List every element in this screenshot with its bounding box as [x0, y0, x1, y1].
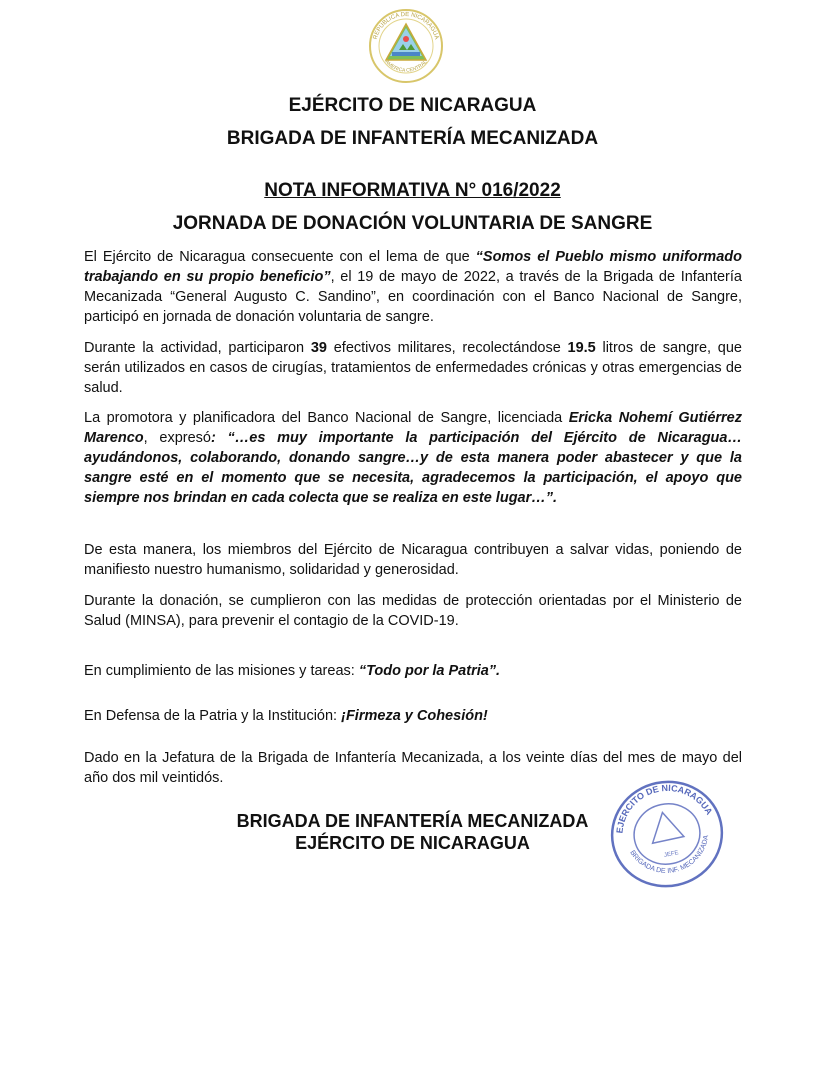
header-line-2: BRIGADA DE INFANTERÍA MECANIZADA [226, 128, 599, 149]
stamp-bottom-text: BRIGADA DE INF. MECANIZADA [628, 834, 711, 876]
note-subject-title: JORNADA DE DONACIÓN VOLUNTARIA DE SANGRE [172, 213, 653, 234]
note-number-title: NOTA INFORMATIVA N° 016/2022 [264, 180, 561, 201]
paragraph-activity: Durante la actividad, participaron 39 efectivos militares, recolectándose 19.5 litros de sangre, que serán utilizados en casos de cirugías, tratamientos de enfermedades crónicas y otras emergencias de salud. [84, 340, 742, 396]
paragraph-intro: El Ejército de Nicaragua consecuente con el lema de que “Somos el Pueblo mismo uniformado trabajando en su propio beneficio”, el 19 de mayo de 2022, a través de la Brigada de Infantería Mecanizada “General Augusto C. Sandino”, en coordinación con el Banco Nacional de Sangre, participó en jornada de donación voluntaria de sangre. [84, 249, 742, 325]
svg-text:AMERICA CENTRAL [384, 59, 429, 74]
defense-slogan: ¡Firmeza y Cohesión! [341, 708, 488, 724]
svg-text:BRIGADA DE INF. MECANIZADA [628, 833, 717, 883]
seal-top-text: REPUBLICA DE NICARAGUA [372, 11, 440, 41]
participants-count: 39 [310, 340, 327, 356]
speaker-quote: : “…es muy importante la participación del Ejército de Nicaragua…ayudándonos, colaborando, donando sangre…y de esta manera poder abastecer y que la sangre esté en el momento que se necesita, agradecemos la participación, el apoyo que siempre nos brindan en cada colecta que se realiza en este lugar…”. [84, 430, 742, 506]
paragraph-mission: En cumplimiento de las misiones y tareas: “Todo por la Patria”. [84, 663, 501, 679]
stamp-top-text: EJERCITO DE NICARAGUA [614, 782, 715, 834]
signature-line-2: EJÉRCITO DE NICARAGUA [295, 833, 530, 853]
official-stamp-icon [608, 778, 726, 890]
speaker-name: Ericka Nohemí Gutiérrez Marenco [84, 410, 742, 446]
motto-quote: “Somos el Pueblo mismo uniformado trabajando en su propio beneficio” [84, 249, 742, 285]
stamp-middle-text: JEFE [663, 850, 680, 860]
nicaragua-coat-of-arms-icon [366, 6, 446, 86]
liters-collected: 19.5 [567, 340, 596, 356]
seal-bottom-text: AMERICA CENTRAL [383, 59, 429, 74]
signature-line-1: BRIGADA DE INFANTERÍA MECANIZADA [236, 811, 589, 831]
paragraph-defense: En Defensa de la Patria y la Institución: ¡Firmeza y Cohesión! [84, 708, 488, 724]
mission-slogan: “Todo por la Patria”. [358, 663, 501, 679]
paragraph-closing: Dado en la Jefatura de la Brigada de Infantería Mecanizada, a los veinte días del mes de mayo del año dos mil veintidós. [84, 750, 742, 786]
header-line-1: EJÉRCITO DE NICARAGUA [288, 95, 537, 116]
paragraph-quote: La promotora y planificadora del Banco Nacional de Sangre, licenciada Ericka Nohemí Gutiérrez Marenco, expresó: “…es muy importante la participación del Ejército de Nicaragua…ayudándonos, colaborando, donando sangre…y de esta manera poder abastecer y que la sangre esté en el momento que se necesita, agradecemos la participación, el apoyo que siempre nos brindan en cada colecta que se realiza en este lugar…”. [84, 410, 742, 506]
paragraph-protection: Durante la donación, se cumplieron con las medidas de protección orientadas por el Ministerio de Salud (MINSA), para prevenir el contagio de la COVID-19. [84, 593, 742, 629]
paragraph-contribution: De esta manera, los miembros del Ejército de Nicaragua contribuyen a salvar vidas, poniendo de manifiesto nuestro humanismo, solidaridad y generosidad. [84, 542, 742, 578]
